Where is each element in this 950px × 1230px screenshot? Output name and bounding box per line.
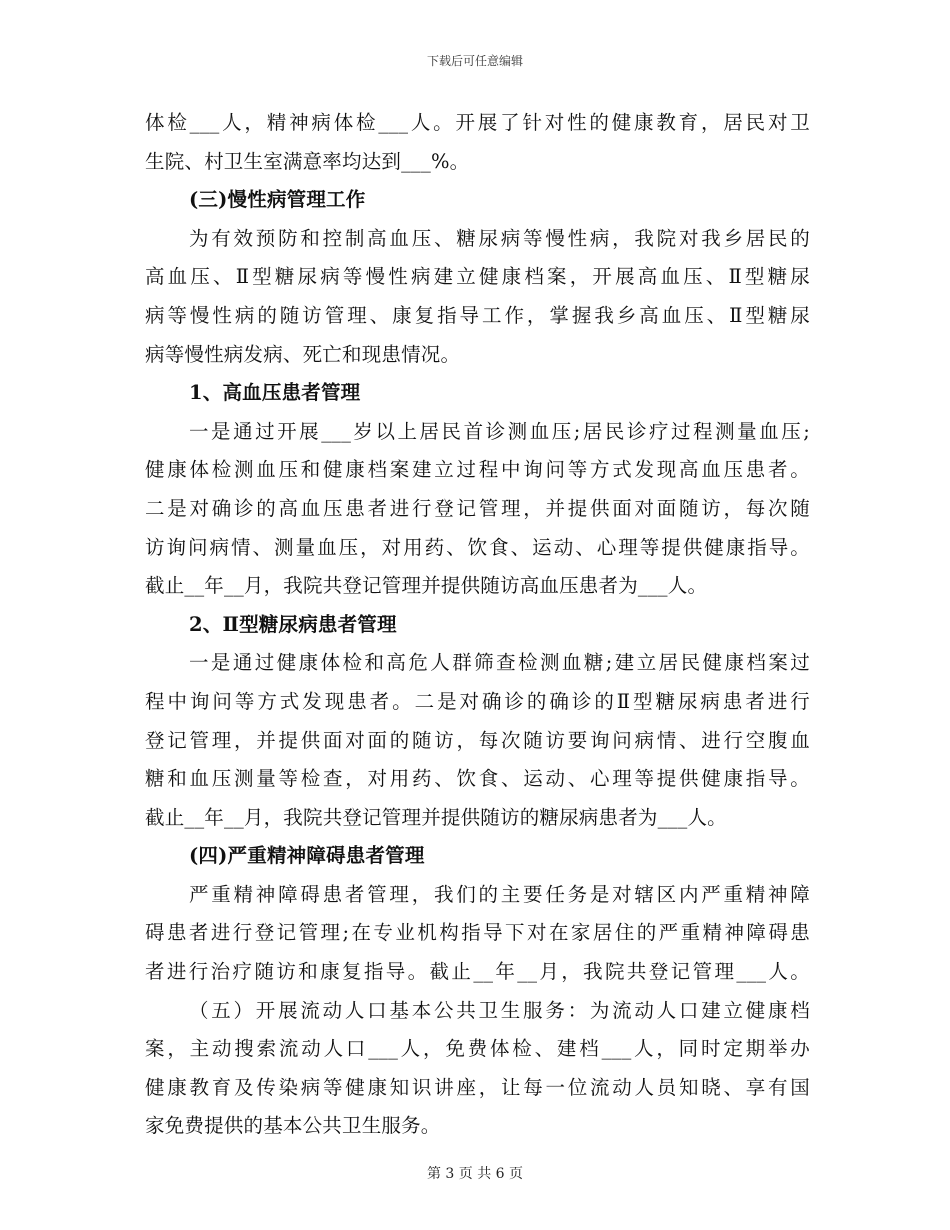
paragraph-line: 碍患者进行登记管理;在专业机构指导下对在家居住的严重精神障碍患 xyxy=(145,921,810,945)
paragraph-line: 健康体检测血压和健康档案建立过程中询问等方式发现高血压患者。 xyxy=(145,458,810,482)
paragraph-line: 健康教育及传染病等健康知识讲座，让每一位流动人员知晓、享有国 xyxy=(145,1075,810,1099)
paragraph-line: （五）开展流动人口基本公共卫生服务：为流动人口建立健康档 xyxy=(189,998,810,1022)
paragraph-line: 二是对确诊的高血压患者进行登记管理，并提供面对面随访，每次随 xyxy=(145,496,810,520)
paragraph-line: 体检___人，精神病体检___人。开展了针对性的健康教育，居民对卫 xyxy=(145,111,810,134)
paragraph-line: 为有效预防和控制高血压、糖尿病等慢性病，我院对我乡居民的 xyxy=(189,226,810,250)
paragraph-line: 病等慢性病的随访管理、康复指导工作，掌握我乡高血压、Ⅱ型糖尿 xyxy=(145,303,810,327)
paragraph-line: 程中询问等方式发现患者。二是对确诊的确诊的Ⅱ型糖尿病患者进行 xyxy=(145,689,810,713)
paragraph-line: 登记管理，并提供面对面的随访，每次随访要询问病情、进行空腹血 xyxy=(145,728,810,752)
paragraph-line: 病等慢性病发病、死亡和现患情况。 xyxy=(145,342,461,366)
page-header: 下载后可任意编辑 xyxy=(426,54,523,68)
paragraph-line: 糖和血压测量等检查，对用药、饮食、运动、心理等提供健康指导。 xyxy=(145,767,810,791)
paragraph-line: 案，主动搜索流动人口___人，免费体检、建档___人，同时定期举办 xyxy=(145,1037,810,1061)
section-heading: (三)慢性病管理工作 xyxy=(189,188,366,212)
paragraph-line: 生院、村卫生室满意率均达到___%。 xyxy=(145,149,470,173)
section-heading: (四)严重精神障碍患者管理 xyxy=(189,844,425,868)
paragraph-line: 高血压、Ⅱ型糖尿病等慢性病建立健康档案，开展高血压、Ⅱ型糖尿 xyxy=(145,265,810,289)
page-number: 第 3 页 共 6 页 xyxy=(426,1166,524,1182)
section-heading: 1、高血压患者管理 xyxy=(189,381,361,405)
document-body xyxy=(145,104,810,1146)
paragraph-line: 一是通过健康体检和高危人群筛查检测血糖;建立居民健康档案过 xyxy=(189,651,810,675)
paragraph-line: 家免费提供的基本公共卫生服务。 xyxy=(145,1114,441,1138)
paragraph-line: 一是通过开展___岁以上居民首诊测血压;居民诊疗过程测量血压; xyxy=(189,419,810,443)
paragraph-line: 截止__年__月，我院共登记管理并提供随访高血压患者为___人。 xyxy=(145,574,708,598)
section-heading: 2、Ⅱ型糖尿病患者管理 xyxy=(189,612,397,636)
paragraph-line: 者进行治疗随访和康复指导。截止__年__月，我院共登记管理___人。 xyxy=(145,960,810,984)
paragraph-line: 严重精神障碍患者管理，我们的主要任务是对辖区内严重精神障 xyxy=(189,882,810,906)
paragraph-line: 访询问病情、测量血压，对用药、饮食、运动、心理等提供健康指导。 xyxy=(145,535,810,559)
paragraph-line: 截止__年__月，我院共登记管理并提供随访的糖尿病患者为___人。 xyxy=(145,805,727,829)
